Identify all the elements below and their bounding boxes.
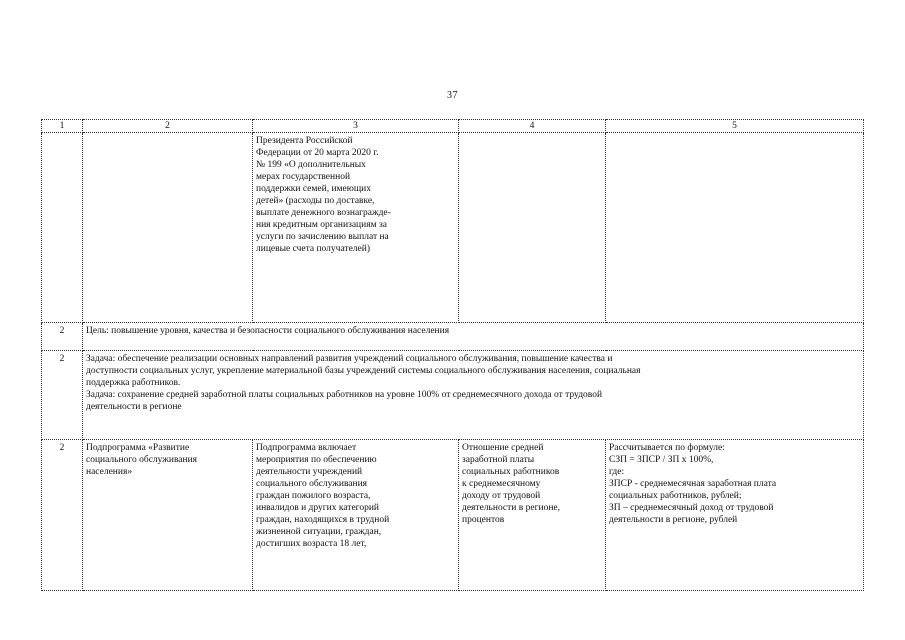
text-line: инвалидов и других категорий	[256, 503, 380, 513]
table-row	[42, 440, 864, 591]
cell-empty	[459, 133, 606, 323]
text-line: процентов	[462, 515, 505, 525]
column-header-5: 5	[606, 120, 864, 133]
text-line: деятельности в регионе, рублей	[609, 515, 738, 525]
row-number: 2	[42, 440, 83, 591]
table-row	[42, 133, 864, 323]
text-line: граждан, находящихся в трудной	[256, 515, 390, 525]
column-header-4: 4	[459, 120, 606, 133]
text-line: населения»	[86, 467, 133, 477]
text-line: Подпрограмма «Развитие	[86, 443, 190, 453]
row-number: 2	[42, 323, 83, 351]
subprogram-description-cell	[253, 440, 459, 591]
text-line: Подпрограмма включает	[256, 443, 357, 453]
table-row	[42, 323, 864, 351]
text-line: детей» (расходы по доставке,	[256, 196, 375, 206]
text-line: Рассчитывается по формуле:	[609, 443, 725, 453]
row-number: 2	[42, 351, 83, 440]
subprogram-name-cell	[83, 440, 253, 591]
text-line: деятельности учреждений	[256, 467, 363, 477]
text-line: Президента Российской	[256, 136, 353, 146]
basis-cell	[253, 133, 459, 323]
text-line: услуги по зачислению выплат на	[256, 232, 389, 242]
text-line: ЗПСР - среднемесячная заработная плата	[609, 479, 777, 489]
text-line: социальных работников	[462, 467, 560, 477]
text-line: Отношение средней	[462, 443, 544, 453]
text-line: социального обслуживания	[256, 479, 368, 489]
text-line: жизненной ситуации, граждан,	[256, 527, 382, 537]
text-line: выплате денежного вознагражде-	[256, 208, 391, 218]
text-line: ЗП – среднемесячный доход от трудовой	[609, 503, 774, 513]
task-cell	[83, 351, 864, 440]
cell-empty	[606, 133, 864, 323]
text-line: мерах государственной	[256, 172, 351, 182]
column-header-2: 2	[83, 120, 253, 133]
page-number: 37	[447, 90, 458, 101]
text-line: Федерации от 20 марта 2020 г.	[256, 148, 379, 158]
text-line: Задача: сохранение средней заработной платы социальных работников на уровне 100% от среднемесячного дохода от трудовой	[86, 390, 603, 400]
column-header-3: 3	[253, 120, 459, 133]
text-line: достигших возраста 18 лет,	[256, 539, 367, 549]
text-line: Задача: обеспечение реализации основных направлений развития учреждений социального обслуживания, повышение качества и	[86, 354, 613, 364]
text-line: лицевые счета получателей)	[256, 244, 370, 254]
formula-cell	[606, 440, 864, 591]
column-header-1: 1	[42, 120, 83, 133]
text-line: поддержки семей, имеющих	[256, 184, 372, 194]
text-line: к среднемесячному	[462, 479, 541, 489]
text-line: доходу от трудовой	[462, 491, 541, 501]
indicator-cell	[459, 440, 606, 591]
text-line: социальных работников, рублей;	[609, 491, 742, 501]
text-line: мероприятия по обеспечению	[256, 455, 377, 465]
cell-empty	[83, 133, 253, 323]
table-row	[42, 351, 864, 440]
text-line: социального обслуживания	[86, 455, 198, 465]
text-line: заработной платы	[462, 455, 535, 465]
program-table	[41, 119, 864, 591]
text-line: где:	[609, 467, 625, 477]
text-line: деятельности в регионе,	[462, 503, 560, 513]
text-line: № 199 «О дополнительных	[256, 160, 366, 170]
text-line: доступности социальных услуг, укрепление материальной базы учреждений системы социального обслуживания населения, социальная	[86, 366, 641, 376]
text-line: деятельности в регионе	[86, 402, 182, 412]
text-line: поддержка работников.	[86, 378, 181, 388]
text-line: СЗП = ЗПСР / ЗП х 100%,	[609, 455, 714, 465]
text-line: ния кредитным организациям за	[256, 220, 387, 230]
column-number-row	[42, 120, 864, 133]
cell-empty	[42, 133, 83, 323]
text-line: граждан пожилого возраста,	[256, 491, 371, 501]
goal-cell: Цель: повышение уровня, качества и безопасности социального обслуживания населения	[83, 323, 864, 351]
